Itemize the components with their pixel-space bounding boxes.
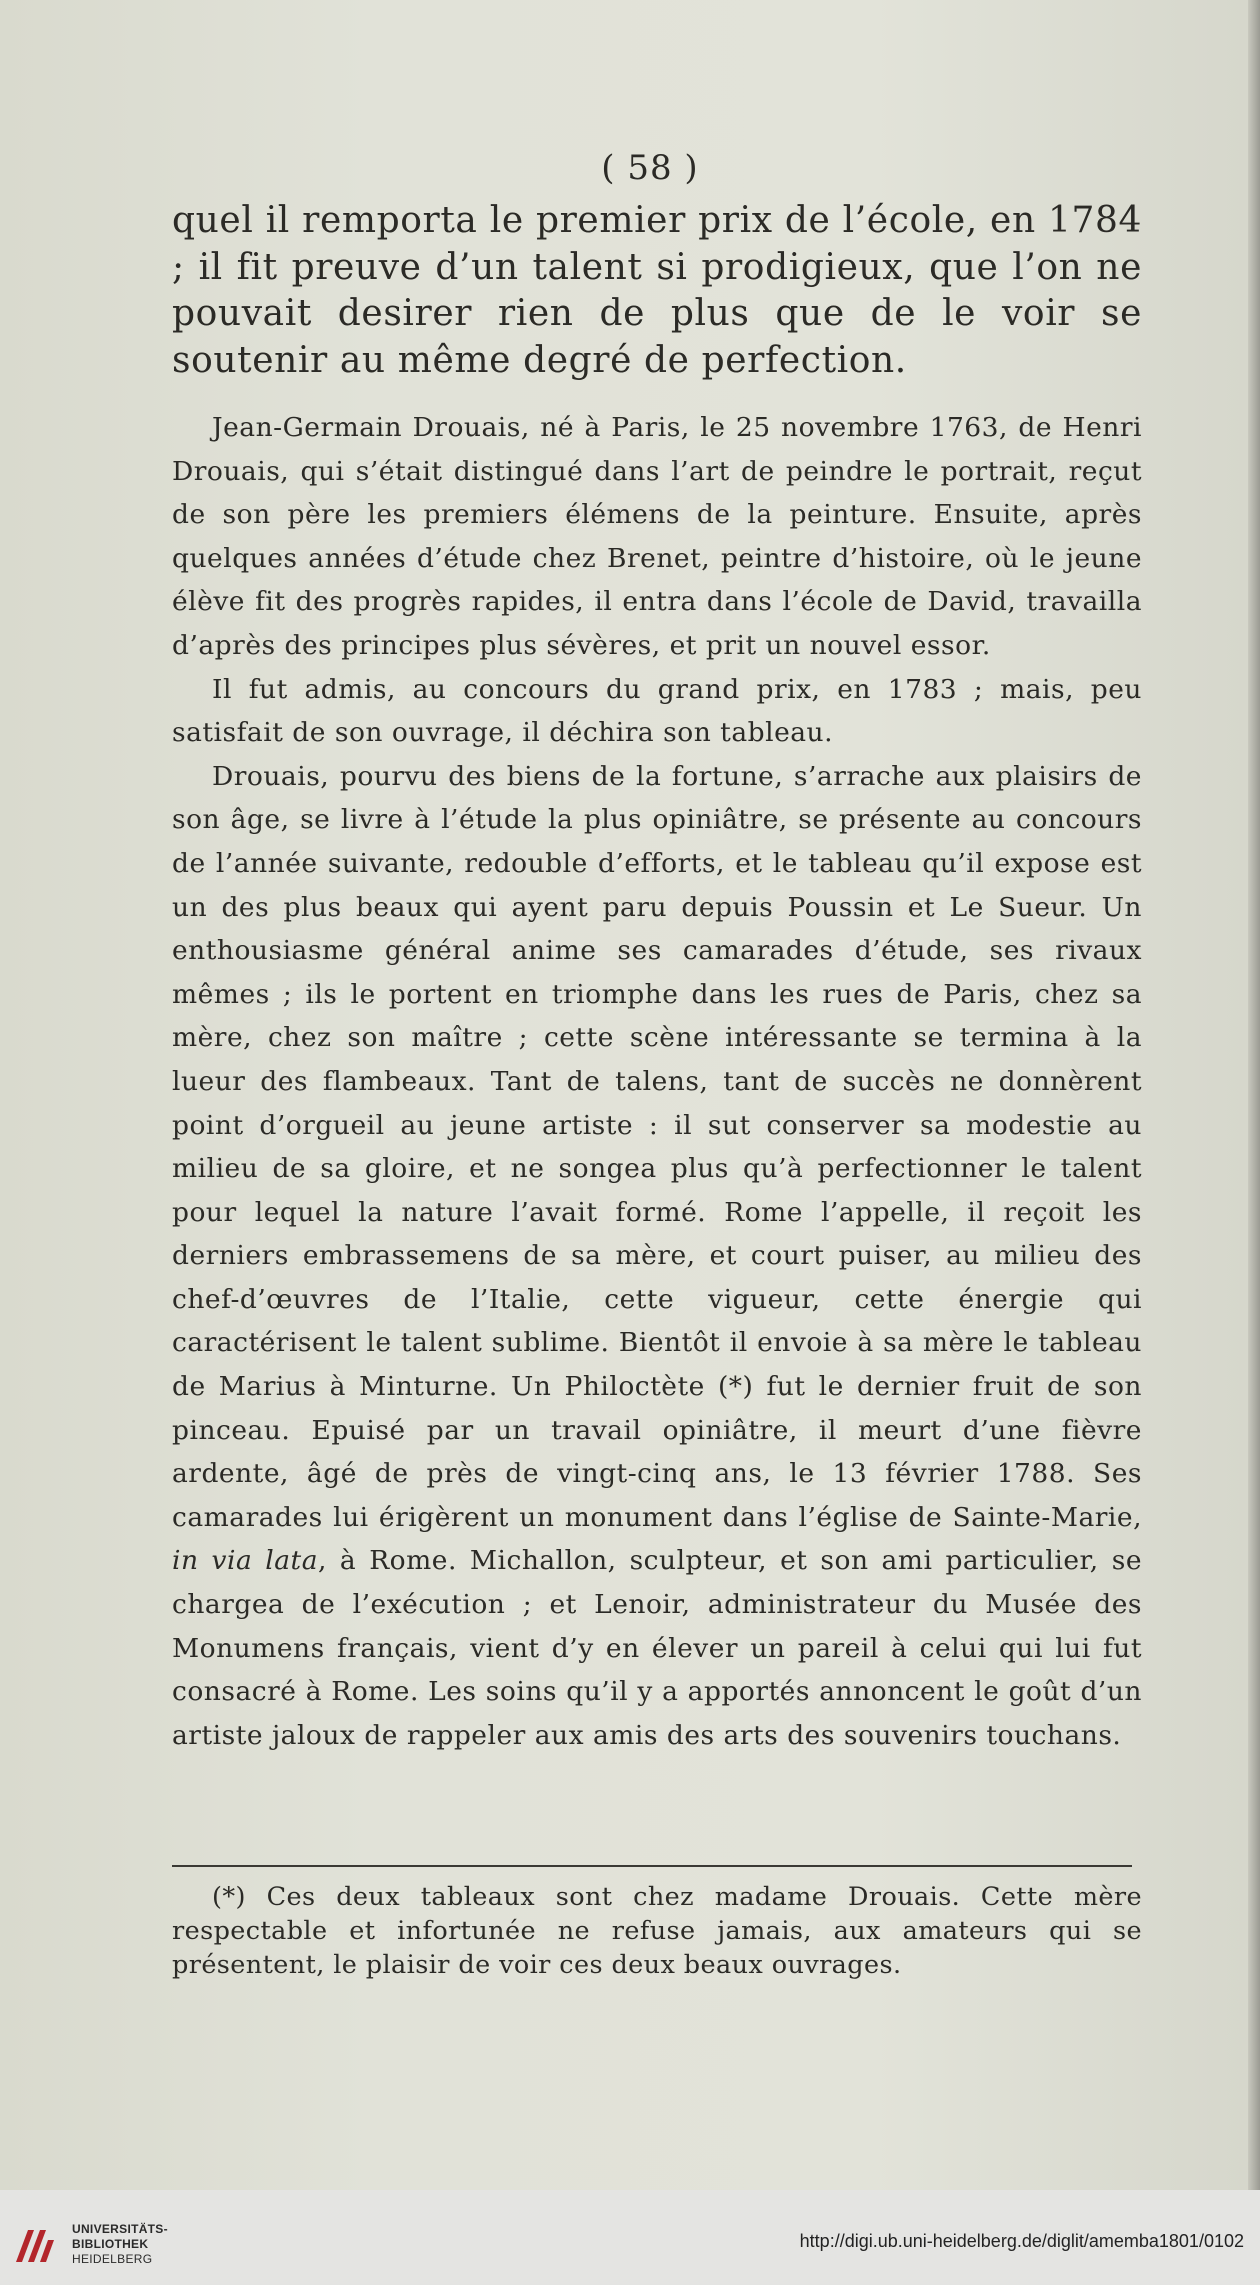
institution-line-3: HEIDELBERG	[72, 2252, 153, 2266]
intro-text: quel il remporta le premier prix de l’école, en 1784 ; il fit preuve d’un talent si prodigieux, que l’on ne pouvait desirer rien de plus que de le voir se soutenir au même degré de perfection.	[172, 200, 1142, 381]
heidelberg-library-logo-icon	[12, 2226, 58, 2266]
institution-line-2: BIBLIOTHEK	[72, 2237, 149, 2251]
paragraph-text-part2: , à Rome. Michallon, sculpteur, et son ami particulier, se chargea de l’exécution ; et Lenoir, administrateur du Musée des Monumens français, vient d’y en élever un pareil à celui qui lui fut consacré à Rome. Les soins qu’il y a apportés annoncent le goût d’un artiste jaloux de rappeler aux amis des arts des souvenirs touchans.	[172, 1545, 1142, 1751]
paragraph-drouais-birth: Jean-Germain Drouais, né à Paris, le 25 novembre 1763, de Henri Drouais, qui s’était distingué dans l’art de peindre le portrait, reçut de son père les premiers élémens de la peinture. Ensuite, après quelques années d’étude chez Brenet, peintre d’histoire, où le jeune élève fit des progrès rapides, il entra dans l’école de David, travailla d’après des principes plus sévères, et prit un nouvel essor.	[172, 412, 1142, 661]
institution-name	[72, 2222, 168, 2267]
main-text	[172, 406, 1142, 1757]
paragraph-grand-prix: Il fut admis, au concours du grand prix, en 1783 ; mais, peu satisfait de son ouvrage, il déchira son tableau.	[172, 673, 1142, 749]
page-edge-shadow	[1248, 0, 1260, 2190]
footnote-divider	[172, 1865, 1132, 1867]
paragraph-text-part1: Drouais, pourvu des biens de la fortune, s’arrache aux plaisirs de son âge, se livre à l’étude la plus opiniâtre, se présente au concours de l’année suivante, redouble d’efforts, et le tableau qu’il expose est un des plus beaux qui ayent paru depuis Poussin et Le Sueur. Un enthousiasme général anime ses camarades d’étude, ses rivaux mêmes ; ils le portent en triomphe dans les rues de Paris, chez sa mère, chez son maître ; cette scène intéressante se termina à la lueur des flambeaux. Tant de talens, tant de succès ne donnèrent point d’orgueil au jeune artiste : il sut conserver sa modestie au milieu de sa gloire, et ne songea plus qu’à perfectionner le talent pour lequel la nature l’avait formé. Rome l’appelle, il reçoit les derniers embrassemens de sa mère, et court puiser, au milieu des chef-d’œuvres de l’Italie, cette vigueur, cette énergie qui caractérisent le talent sublime. Bientôt il envoie à sa mère le tableau de Marius à Minturne. Un Philoctète (*) fut le dernier fruit de son pinceau. Epuisé par un travail opiniâtre, il meurt d’une fièvre ardente, âgé de près de vingt-cinq ans, le 13 février 1788. Ses camarades lui érigèrent un monument dans l’église de Sainte-Marie,	[172, 760, 1142, 1533]
paragraph-drouais-career	[172, 755, 1142, 1758]
institution-line-1: UNIVERSITÄTS-	[72, 2222, 168, 2236]
intro-paragraph	[172, 198, 1142, 384]
source-url-link[interactable]: http://digi.ub.uni-heidelberg.de/diglit/amemba1801/0102	[799, 2231, 1244, 2251]
latin-phrase: in via lata	[172, 1545, 319, 1577]
footnote-text: (*) Ces deux tableaux sont chez madame Drouais. Cette mère respectable et infortunée ne refuse jamais, aux amateurs qui se présentent, le plaisir de voir ces deux beaux ouvrages.	[172, 1882, 1142, 1980]
footnote-block	[172, 1880, 1142, 1982]
page-number: ( 58 )	[601, 148, 699, 188]
